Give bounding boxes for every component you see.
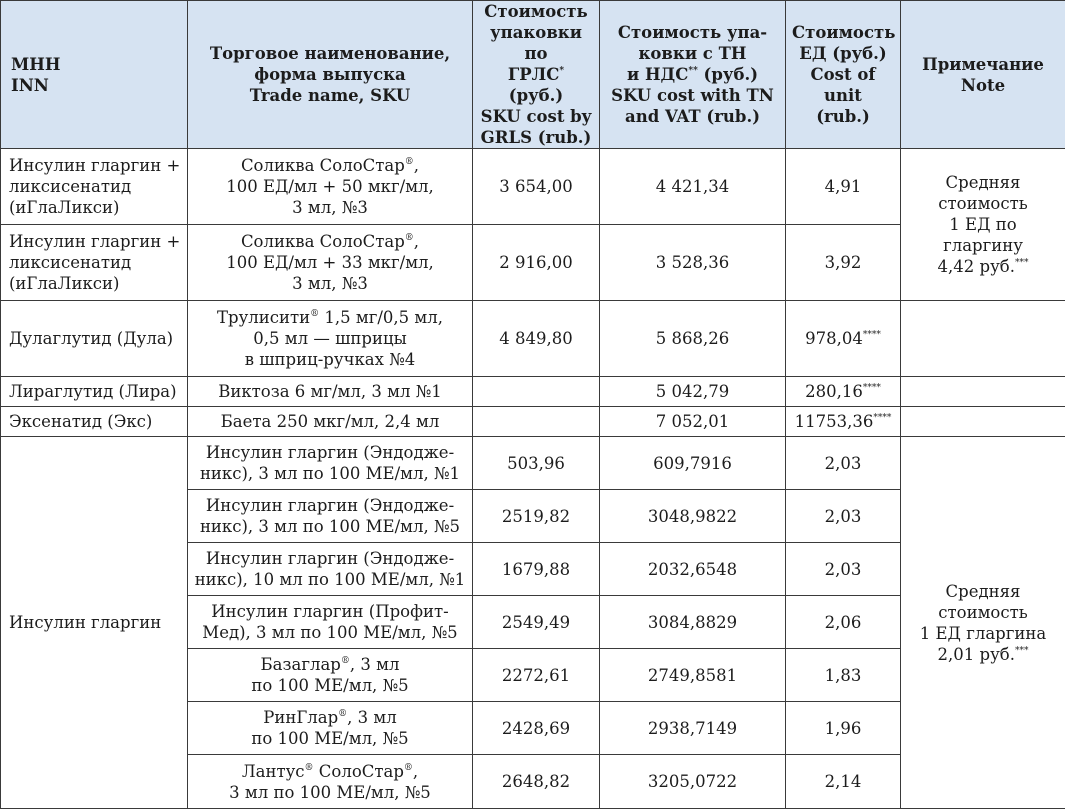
table-row [1, 377, 1065, 407]
tn-vat-cost-cell: 3084,8829 [600, 596, 786, 649]
tn-vat-cost-cell: 5 868,26 [600, 301, 786, 377]
trade-name-cell: РинГлар®, 3 мл по 100 МЕ/мл, №5 [188, 702, 473, 755]
grls-cost-cell: 2648,82 [473, 755, 600, 809]
trade-name-cell: Инсулин гларгин (Эндодже- никс), 3 мл по 100 МЕ/мл, №5 [188, 490, 473, 543]
inn-cell-glargine: Инсулин гларгин [1, 437, 188, 809]
tn-vat-cost-cell: 2938,7149 [600, 702, 786, 755]
note-cell-empty [901, 377, 1065, 407]
trade-name-cell: Соликва СолоСтар®, 100 ЕД/мл + 33 мкг/мл, 3 мл, №3 [188, 225, 473, 301]
note-cell-glixi: Средняя стоимость 1 ЕД по гларгину 4,42 руб.*** [901, 149, 1065, 301]
tn-vat-cost-cell: 3048,9822 [600, 490, 786, 543]
grls-cost-cell: 2272,61 [473, 649, 600, 702]
table-row [1, 149, 1065, 225]
tn-vat-cost-cell: 2032,6548 [600, 543, 786, 596]
tn-vat-cost-cell: 4 421,34 [600, 149, 786, 225]
tn-vat-cost-cell: 3205,0722 [600, 755, 786, 809]
unit-cost-cell: 2,06 [786, 596, 901, 649]
inn-cell: Лираглутид (Лира) [1, 377, 188, 407]
unit-cost-cell: 11753,36**** [786, 407, 901, 437]
trade-name-cell: Лантус® СолоСтар®, 3 мл по 100 МЕ/мл, №5 [188, 755, 473, 809]
grls-cost-cell: 2549,49 [473, 596, 600, 649]
inn-cell: Дулаглутид (Дула) [1, 301, 188, 377]
unit-cost-cell: 2,03 [786, 490, 901, 543]
unit-cost-cell: 2,03 [786, 437, 901, 490]
header-unit-cost: Стоимость ЕД (руб.) Cost of unit (rub.) [786, 1, 901, 149]
unit-cost-cell: 2,14 [786, 755, 901, 809]
tn-vat-cost-cell: 609,7916 [600, 437, 786, 490]
trade-name-cell: Инсулин гларгин (Эндодже- никс), 10 мл по 100 МЕ/мл, №1 [188, 543, 473, 596]
table-row [1, 437, 1065, 490]
trade-name-cell: Виктоза 6 мг/мл, 3 мл №1 [188, 377, 473, 407]
tn-vat-cost-cell: 2749,8581 [600, 649, 786, 702]
header-inn: МНН INN [1, 1, 188, 149]
header-tn-vat-cost: Стоимость упа- ковки с ТН и НДС** (руб.) SKU cost with TN and VAT (rub.) [600, 1, 786, 149]
note-cell-empty [901, 301, 1065, 377]
header-grls-cost: Стоимость упаковки по ГРЛС* (руб.) SKU cost by GRLS (rub.) [473, 1, 600, 149]
inn-cell: Инсулин гларгин + ликсисенатид (иГлаЛикси) [1, 225, 188, 301]
table-row [1, 301, 1065, 377]
trade-name-cell: Инсулин гларгин (Профит- Мед), 3 мл по 100 МЕ/мл, №5 [188, 596, 473, 649]
unit-cost-cell: 1,96 [786, 702, 901, 755]
grls-cost-cell: 2519,82 [473, 490, 600, 543]
inn-cell: Эксенатид (Экс) [1, 407, 188, 437]
unit-cost-cell: 1,83 [786, 649, 901, 702]
unit-cost-cell: 4,91 [786, 149, 901, 225]
tn-vat-cost-cell: 3 528,36 [600, 225, 786, 301]
note-cell-empty [901, 407, 1065, 437]
tn-vat-cost-cell: 5 042,79 [600, 377, 786, 407]
grls-cost-cell: 4 849,80 [473, 301, 600, 377]
grls-cost-cell [473, 377, 600, 407]
header-trade-name: Торговое наименование, форма выпуска Trade name, SKU [188, 1, 473, 149]
table-row [1, 407, 1065, 437]
trade-name-cell: Трулисити® 1,5 мг/0,5 мл, 0,5 мл — шприцы в шприц-ручках №4 [188, 301, 473, 377]
grls-cost-cell: 2428,69 [473, 702, 600, 755]
unit-cost-cell: 280,16**** [786, 377, 901, 407]
grls-cost-cell: 2 916,00 [473, 225, 600, 301]
trade-name-cell: Баета 250 мкг/мл, 2,4 мл [188, 407, 473, 437]
grls-cost-cell: 3 654,00 [473, 149, 600, 225]
unit-cost-cell: 2,03 [786, 543, 901, 596]
grls-cost-cell: 503,96 [473, 437, 600, 490]
trade-name-cell: Соликва СолоСтар®, 100 ЕД/мл + 50 мкг/мл, 3 мл, №3 [188, 149, 473, 225]
unit-cost-cell: 978,04**** [786, 301, 901, 377]
grls-cost-cell: 1679,88 [473, 543, 600, 596]
unit-cost-cell: 3,92 [786, 225, 901, 301]
inn-cell: Инсулин гларгин + ликсисенатид (иГлаЛикси) [1, 149, 188, 225]
header-note: Примечание Note [901, 1, 1065, 149]
trade-name-cell: Базаглар®, 3 мл по 100 МЕ/мл, №5 [188, 649, 473, 702]
tn-vat-cost-cell: 7 052,01 [600, 407, 786, 437]
note-cell-glargine: Средняя стоимость 1 ЕД гларгина 2,01 руб.*** [901, 437, 1065, 809]
grls-cost-cell [473, 407, 600, 437]
header-row [1, 1, 1065, 149]
trade-name-cell: Инсулин гларгин (Эндодже- никс), 3 мл по 100 МЕ/мл, №1 [188, 437, 473, 490]
